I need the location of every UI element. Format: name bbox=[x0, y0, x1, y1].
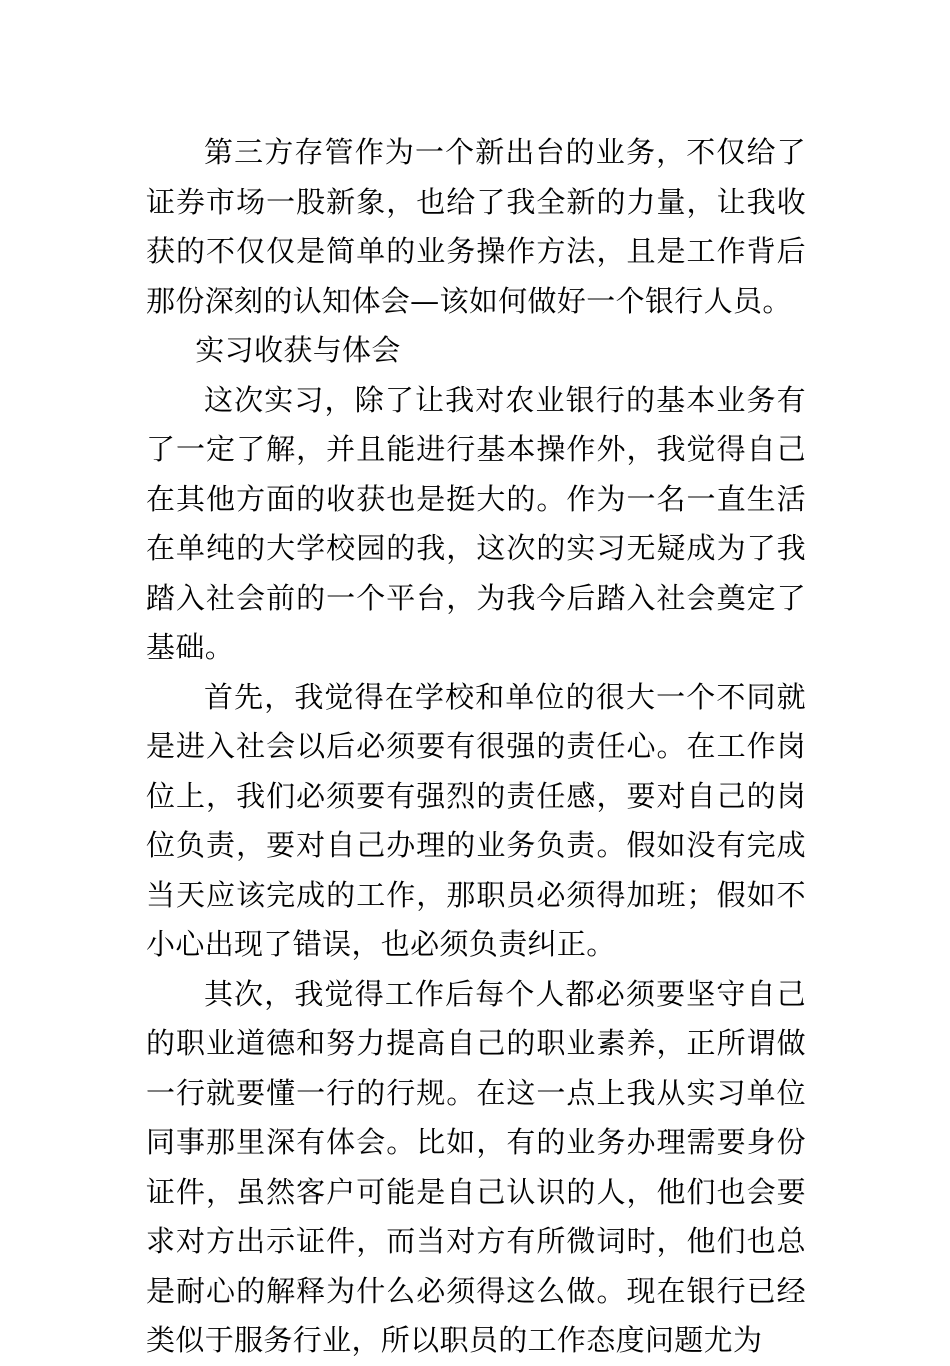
document-body bbox=[146, 128, 806, 1366]
section-heading-internship-gains: 实习收获与体会 bbox=[195, 333, 401, 367]
paragraph-third-party-custody: 第三方存管作为一个新出台的业务，不仅给了证券市场一股新象，也给了我全新的力量，让我收获的不仅仅是简单的业务操作方法，且是工作背后那份深刻的认知体会—该如何做好一个银行人员。 bbox=[146, 135, 806, 318]
paragraph-responsibility: 首先，我觉得在学校和单位的很大一个不同就是进入社会以后必须要有很强的责任心。在工作岗位上，我们必须要有强烈的责任感，要对自己的岗位负责，要对自己办理的业务负责。假如没有完成当天应该完成的工作，那职员必须得加班；假如不小心出现了错误，也必须负责纠正。 bbox=[146, 679, 806, 961]
paragraph-professional-ethics: 其次，我觉得工作后每个人都必须要坚守自己的职业道德和努力提高自己的职业素养，正所谓做一行就要懂一行的行规。在这一点上我从实习单位同事那里深有体会。比如，有的业务办理需要身份证件，虽然客户可能是自己认识的人，他们也会要求对方出示证件，而当对方有所微词时，他们也总是耐心的解释为什么必须得这么做。现在银行已经类似于服务行业，所以职员的工作态度问题尤为 bbox=[146, 976, 806, 1357]
paragraph-internship-summary: 这次实习，除了让我对农业银行的基本业务有了一定了解，并且能进行基本操作外，我觉得自己在其他方面的收获也是挺大的。作为一名一直生活在单纯的大学校园的我，这次的实习无疑成为了我踏入社会前的一个平台，为我今后踏入社会奠定了基础。 bbox=[146, 382, 806, 664]
